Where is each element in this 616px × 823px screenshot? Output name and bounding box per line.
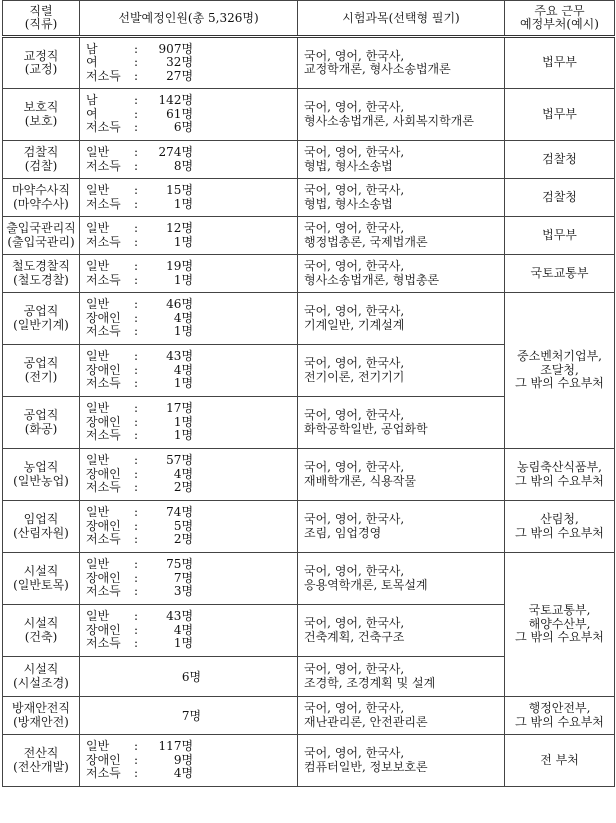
department-cell: 전 부처 — [505, 735, 615, 787]
selection-cell: 일반 : 274명 저소득 : 8명 — [80, 141, 298, 179]
subjects-cell: 국어, 영어, 한국사, 형법, 형사소송법 — [298, 141, 505, 179]
selection-cell: 일반 : 117명 장애인 : 9명 저소득 : 4명 — [80, 735, 298, 787]
department-cell: 법무부 — [505, 89, 615, 141]
selection-cell: 일반 : 43명 장애인 : 4명 저소득 : 1명 — [80, 345, 298, 397]
subjects-cell: 국어, 영어, 한국사, 조경학, 조경계획 및 설계 — [298, 657, 505, 697]
table-row — [3, 293, 615, 345]
table-row — [3, 449, 615, 501]
table-row — [3, 179, 615, 217]
position-cell: 전산직 (전산개발) — [3, 735, 80, 787]
subjects-cell: 국어, 영어, 한국사, 기계일반, 기계설계 — [298, 293, 505, 345]
selection-cell: 일반 : 57명 장애인 : 4명 저소득 : 2명 — [80, 449, 298, 501]
selection-cell: 일반 : 17명 장애인 : 1명 저소득 : 1명 — [80, 397, 298, 449]
selection-cell: 일반 : 74명 장애인 : 5명 저소득 : 2명 — [80, 501, 298, 553]
table-body — [3, 37, 615, 787]
position-cell: 출입국관리직 (출입국관리) — [3, 217, 80, 255]
position-cell: 농업직 (일반농업) — [3, 449, 80, 501]
subjects-cell: 국어, 영어, 한국사, 행정법총론, 국제법개론 — [298, 217, 505, 255]
department-cell: 중소벤처기업부, 조달청, 그 밖의 수요부처 — [505, 293, 615, 449]
position-cell: 검찰직 (검찰) — [3, 141, 80, 179]
selection-cell: 일반 : 43명 장애인 : 4명 저소득 : 1명 — [80, 605, 298, 657]
table-row — [3, 553, 615, 605]
position-cell: 공업직 (화공) — [3, 397, 80, 449]
selection-cell: 일반 : 12명 저소득 : 1명 — [80, 217, 298, 255]
subjects-cell: 국어, 영어, 한국사, 형사소송법개론, 사회복지학개론 — [298, 89, 505, 141]
selection-cell: 일반 : 19명 저소득 : 1명 — [80, 255, 298, 293]
selection-cell: 남 : 907명 여 : 32명 저소득 : 27명 — [80, 37, 298, 89]
position-cell: 공업직 (일반기계) — [3, 293, 80, 345]
department-cell: 농림축산식품부, 그 밖의 수요부처 — [505, 449, 615, 501]
table-row — [3, 697, 615, 735]
table-row — [3, 141, 615, 179]
subjects-cell: 국어, 영어, 한국사, 화학공학일반, 공업화학 — [298, 397, 505, 449]
selection-cell: 6명 — [80, 657, 298, 697]
table-row — [3, 89, 615, 141]
department-cell: 국토교통부 — [505, 255, 615, 293]
selection-cell: 남 : 142명 여 : 61명 저소득 : 6명 — [80, 89, 298, 141]
header-department: 주요 근무 예정부처(예시) — [505, 1, 615, 37]
position-cell: 시설직 (일반토목) — [3, 553, 80, 605]
selection-cell: 일반 : 75명 장애인 : 7명 저소득 : 3명 — [80, 553, 298, 605]
department-cell: 행정안전부, 그 밖의 수요부처 — [505, 697, 615, 735]
position-cell: 철도경찰직 (철도경찰) — [3, 255, 80, 293]
position-cell: 공업직 (전기) — [3, 345, 80, 397]
subjects-cell: 국어, 영어, 한국사, 형법, 형사소송법 — [298, 179, 505, 217]
position-cell: 마약수사직 (마약수사) — [3, 179, 80, 217]
position-cell: 교정직 (교정) — [3, 37, 80, 89]
department-cell: 검찰청 — [505, 179, 615, 217]
table-row — [3, 255, 615, 293]
subjects-cell: 국어, 영어, 한국사, 형사소송법개론, 형법총론 — [298, 255, 505, 293]
department-cell: 법무부 — [505, 37, 615, 89]
position-cell: 시설직 (건축) — [3, 605, 80, 657]
subjects-cell: 국어, 영어, 한국사, 재난관리론, 안전관리론 — [298, 697, 505, 735]
selection-cell: 일반 : 46명 장애인 : 4명 저소득 : 1명 — [80, 293, 298, 345]
table-row — [3, 37, 615, 89]
header-subjects: 시험과목(선택형 필기) — [298, 1, 505, 37]
subjects-cell: 국어, 영어, 한국사, 응용역학개론, 토목설계 — [298, 553, 505, 605]
subjects-cell: 국어, 영어, 한국사, 교정학개론, 형사소송법개론 — [298, 37, 505, 89]
selection-cell: 7명 — [80, 697, 298, 735]
header-selection: 선발예정인원(총 5,326명) — [80, 1, 298, 37]
position-cell: 방재안전직 (방재안전) — [3, 697, 80, 735]
position-cell: 보호직 (보호) — [3, 89, 80, 141]
subjects-cell: 국어, 영어, 한국사, 전기이론, 전기기기 — [298, 345, 505, 397]
table-row — [3, 501, 615, 553]
department-cell: 검찰청 — [505, 141, 615, 179]
department-cell: 법무부 — [505, 217, 615, 255]
table-row — [3, 217, 615, 255]
subjects-cell: 국어, 영어, 한국사, 건축계획, 건축구조 — [298, 605, 505, 657]
header-position: 직렬 (직류) — [3, 1, 80, 37]
subjects-cell: 국어, 영어, 한국사, 컴퓨터일반, 정보보호론 — [298, 735, 505, 787]
position-cell: 임업직 (산림자원) — [3, 501, 80, 553]
department-cell: 산림청, 그 밖의 수요부처 — [505, 501, 615, 553]
department-cell: 국토교통부, 해양수산부, 그 밖의 수요부처 — [505, 553, 615, 697]
subjects-cell: 국어, 영어, 한국사, 조림, 임업경영 — [298, 501, 505, 553]
selection-cell: 일반 : 15명 저소득 : 1명 — [80, 179, 298, 217]
subjects-cell: 국어, 영어, 한국사, 재배학개론, 식용작물 — [298, 449, 505, 501]
header-row — [3, 1, 615, 37]
position-cell: 시설직 (시설조경) — [3, 657, 80, 697]
recruitment-table — [2, 0, 615, 787]
table-row — [3, 735, 615, 787]
